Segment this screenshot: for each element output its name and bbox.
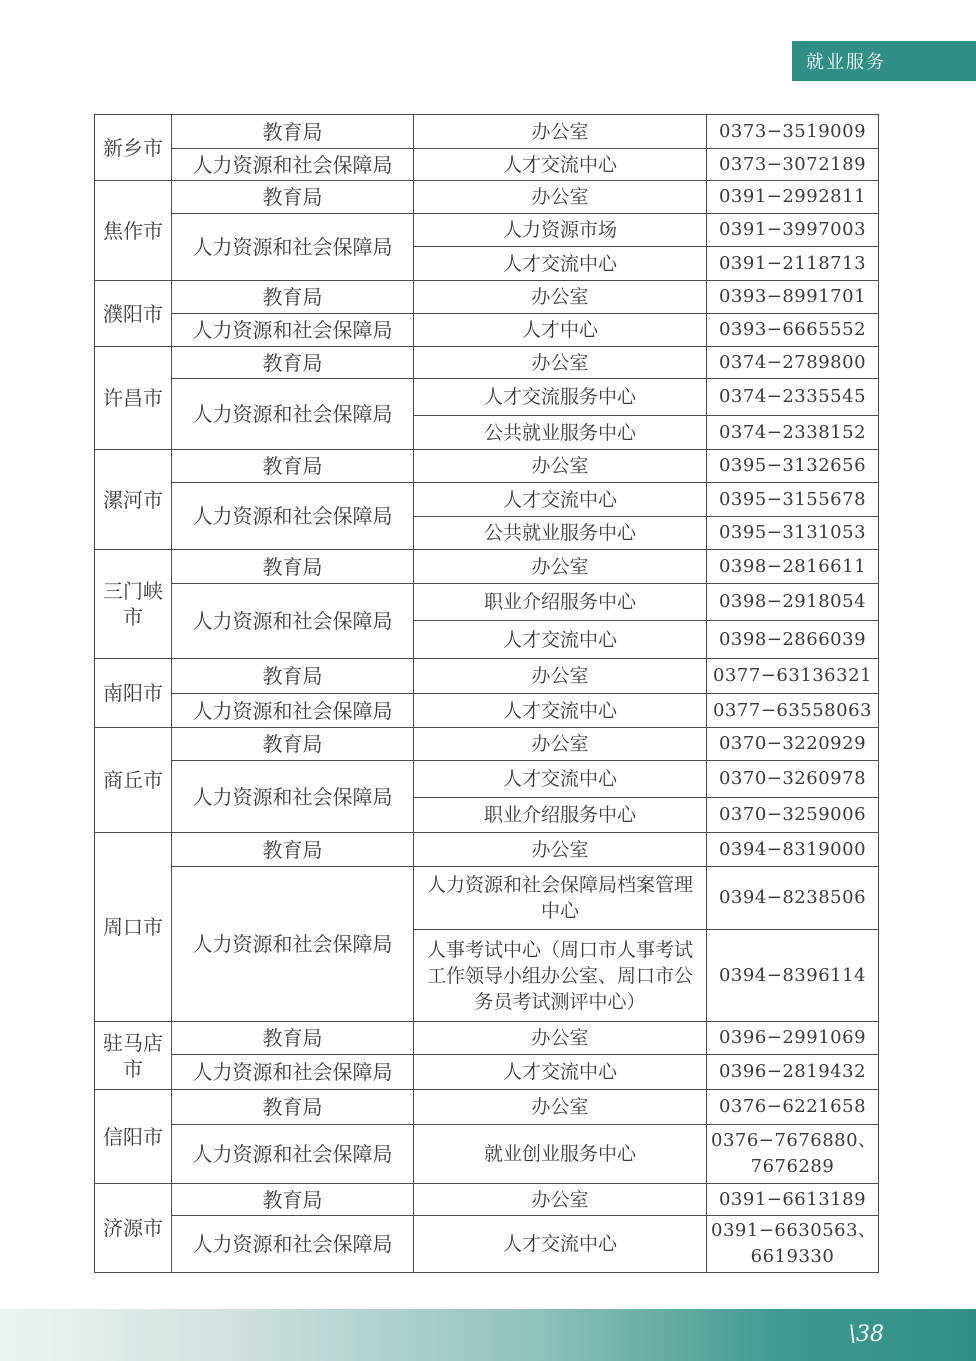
unit-cell: 办公室 [414, 1022, 707, 1055]
table-row [95, 1125, 879, 1184]
contact-directory-table [94, 114, 879, 1273]
dept-cell: 人力资源和社会保障局 [172, 584, 414, 659]
phone-cell: 0377−63558063 [707, 694, 879, 728]
table-row [95, 115, 879, 149]
unit-cell: 办公室 [414, 1090, 707, 1125]
city-cell: 济源市 [95, 1184, 172, 1273]
dept-cell: 人力资源和社会保障局 [172, 761, 414, 833]
dept-cell: 教育局 [172, 281, 414, 314]
unit-cell: 职业介绍服务中心 [414, 798, 707, 833]
dept-cell: 人力资源和社会保障局 [172, 1216, 414, 1273]
phone-cell: 0391−6613189 [707, 1184, 879, 1216]
dept-cell: 人力资源和社会保障局 [172, 694, 414, 728]
dept-cell: 教育局 [172, 450, 414, 483]
dept-cell: 教育局 [172, 550, 414, 584]
dept-cell: 教育局 [172, 347, 414, 379]
phone-cell: 0398−2918054 [707, 584, 879, 621]
dept-cell: 人力资源和社会保障局 [172, 1055, 414, 1090]
phone-cell: 0395−3155678 [707, 483, 879, 517]
phone-cell: 0377−63136321 [707, 659, 879, 694]
unit-cell: 人才交流中心 [414, 149, 707, 181]
city-cell: 漯河市 [95, 450, 172, 550]
table-row [95, 483, 879, 517]
phone-cell: 0393−8991701 [707, 281, 879, 314]
city-cell: 新乡市 [95, 115, 172, 181]
table-row [95, 550, 879, 584]
unit-cell: 公共就业服务中心 [414, 517, 707, 550]
dept-cell: 人力资源和社会保障局 [172, 483, 414, 550]
page-number: \38 [848, 1322, 884, 1347]
table-row [95, 694, 879, 728]
dept-cell: 教育局 [172, 728, 414, 761]
unit-cell: 办公室 [414, 281, 707, 314]
phone-cell: 0376−6221658 [707, 1090, 879, 1125]
table-row [95, 833, 879, 867]
city-cell: 周口市 [95, 833, 172, 1022]
unit-cell: 就业创业服务中心 [414, 1125, 707, 1184]
city-cell: 信阳市 [95, 1090, 172, 1184]
table-row [95, 379, 879, 416]
table-row [95, 1055, 879, 1090]
city-cell: 焦作市 [95, 181, 172, 281]
phone-cell: 0391−2118713 [707, 247, 879, 281]
unit-cell: 办公室 [414, 659, 707, 694]
table-row [95, 761, 879, 798]
unit-cell: 办公室 [414, 728, 707, 761]
phone-cell: 0394−8319000 [707, 833, 879, 867]
table-row [95, 149, 879, 181]
phone-cell: 0370−3260978 [707, 761, 879, 798]
city-cell: 南阳市 [95, 659, 172, 728]
dept-cell: 教育局 [172, 1022, 414, 1055]
city-cell: 驻马店市 [95, 1022, 172, 1090]
phone-cell: 0398−2866039 [707, 621, 879, 659]
dept-cell: 教育局 [172, 833, 414, 867]
table-row [95, 728, 879, 761]
dept-cell: 人力资源和社会保障局 [172, 1125, 414, 1184]
table-row [95, 1090, 879, 1125]
unit-cell: 职业介绍服务中心 [414, 584, 707, 621]
unit-cell: 人力资源和社会保障局档案管理中心 [414, 867, 707, 930]
dept-cell: 教育局 [172, 659, 414, 694]
phone-cell: 0374−2335545 [707, 379, 879, 416]
dept-cell: 人力资源和社会保障局 [172, 314, 414, 347]
table-row [95, 281, 879, 314]
phone-cell: 0374−2338152 [707, 416, 879, 450]
unit-cell: 人才交流中心 [414, 1216, 707, 1273]
table-row [95, 314, 879, 347]
phone-cell: 0395−3131053 [707, 517, 879, 550]
phone-cell: 0396−2991069 [707, 1022, 879, 1055]
section-tag: 就业服务 [792, 41, 976, 81]
unit-cell: 办公室 [414, 1184, 707, 1216]
phone-cell: 0376−7676880、7676289 [707, 1125, 879, 1184]
phone-cell: 0374−2789800 [707, 347, 879, 379]
phone-cell: 0370−3259006 [707, 798, 879, 833]
table-row [95, 867, 879, 930]
phone-cell: 0373−3072189 [707, 149, 879, 181]
dept-cell: 教育局 [172, 181, 414, 214]
dept-cell: 教育局 [172, 115, 414, 149]
phone-cell: 0394−8238506 [707, 867, 879, 930]
dept-cell: 人力资源和社会保障局 [172, 149, 414, 181]
table-row [95, 214, 879, 247]
unit-cell: 人事考试中心（周口市人事考试工作领导小组办公室、周口市公务员考试测评中心） [414, 930, 707, 1022]
city-cell: 许昌市 [95, 347, 172, 450]
dept-cell: 人力资源和社会保障局 [172, 379, 414, 450]
unit-cell: 办公室 [414, 833, 707, 867]
unit-cell: 办公室 [414, 450, 707, 483]
table-row [95, 1022, 879, 1055]
unit-cell: 公共就业服务中心 [414, 416, 707, 450]
phone-cell: 0396−2819432 [707, 1055, 879, 1090]
phone-cell: 0391−6630563、6619330 [707, 1216, 879, 1273]
unit-cell: 人才交流中心 [414, 761, 707, 798]
table-row [95, 584, 879, 621]
unit-cell: 人才交流中心 [414, 247, 707, 281]
city-cell: 三门峡市 [95, 550, 172, 659]
table-row [95, 1184, 879, 1216]
city-cell: 濮阳市 [95, 281, 172, 347]
footer-band [0, 1309, 976, 1361]
unit-cell: 人才交流服务中心 [414, 379, 707, 416]
unit-cell: 人才交流中心 [414, 694, 707, 728]
unit-cell: 人才交流中心 [414, 1055, 707, 1090]
city-cell: 商丘市 [95, 728, 172, 833]
unit-cell: 办公室 [414, 347, 707, 379]
dept-cell: 人力资源和社会保障局 [172, 867, 414, 1022]
phone-cell: 0393−6665552 [707, 314, 879, 347]
phone-cell: 0391−2992811 [707, 181, 879, 214]
unit-cell: 人才中心 [414, 314, 707, 347]
dept-cell: 教育局 [172, 1090, 414, 1125]
dept-cell: 人力资源和社会保障局 [172, 214, 414, 281]
phone-cell: 0394−8396114 [707, 930, 879, 1022]
unit-cell: 人力资源市场 [414, 214, 707, 247]
table-row [95, 659, 879, 694]
unit-cell: 办公室 [414, 550, 707, 584]
unit-cell: 人才交流中心 [414, 621, 707, 659]
table-row [95, 450, 879, 483]
table-row [95, 1216, 879, 1273]
phone-cell: 0395−3132656 [707, 450, 879, 483]
table-row [95, 181, 879, 214]
table-row [95, 347, 879, 379]
dept-cell: 教育局 [172, 1184, 414, 1216]
unit-cell: 办公室 [414, 115, 707, 149]
unit-cell: 办公室 [414, 181, 707, 214]
phone-cell: 0370−3220929 [707, 728, 879, 761]
phone-cell: 0398−2816611 [707, 550, 879, 584]
phone-cell: 0373−3519009 [707, 115, 879, 149]
phone-cell: 0391−3997003 [707, 214, 879, 247]
unit-cell: 人才交流中心 [414, 483, 707, 517]
